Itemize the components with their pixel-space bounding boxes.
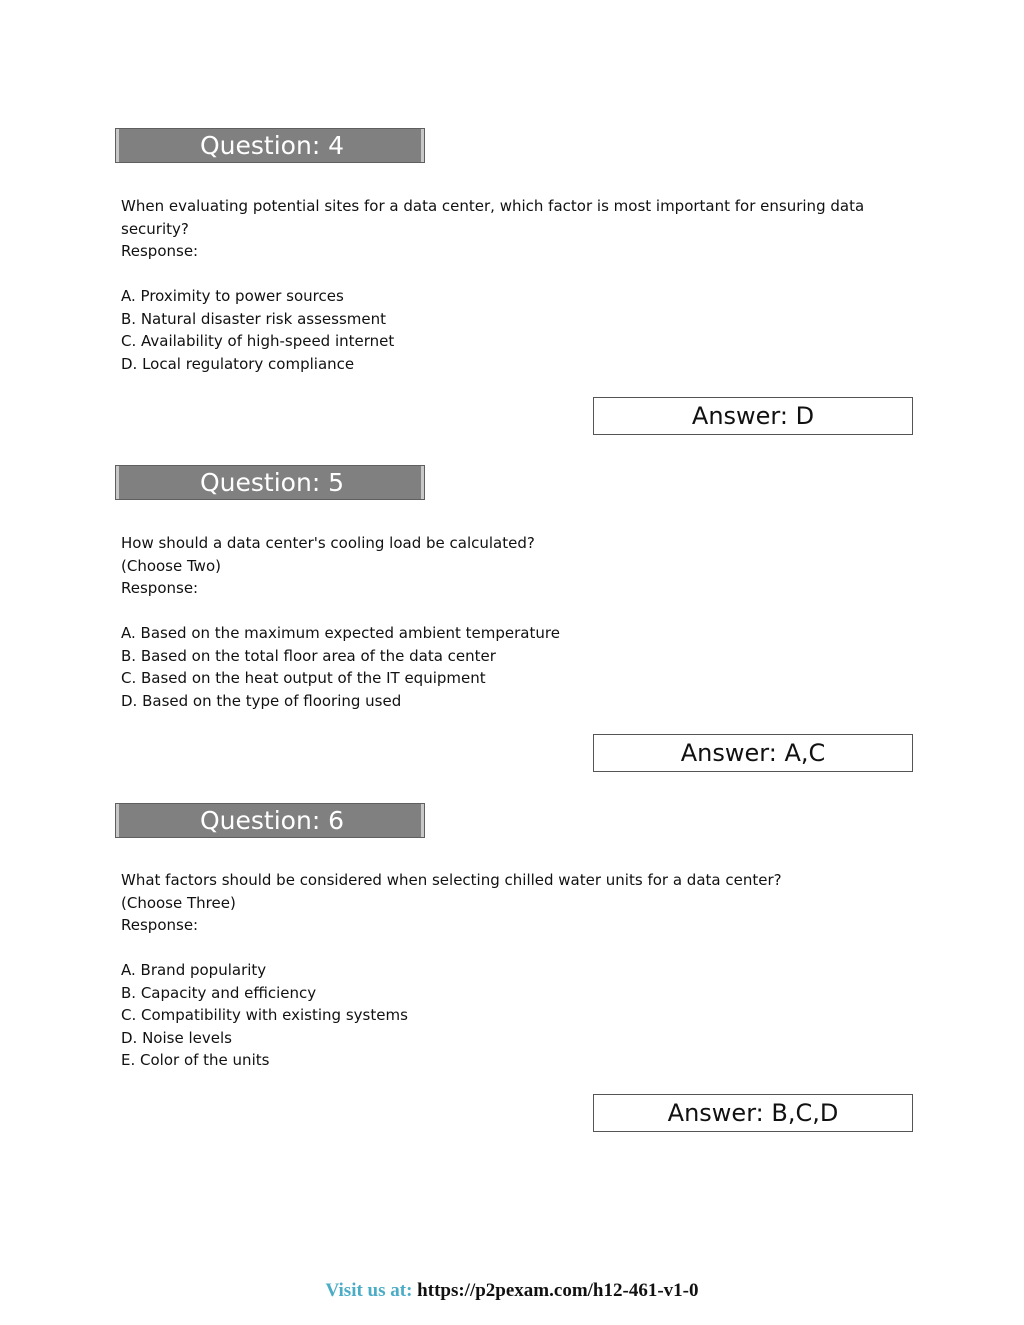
question-header	[115, 803, 425, 838]
question-response-label: Response:	[121, 579, 199, 597]
question-header	[115, 128, 425, 163]
options-list	[121, 622, 881, 712]
option-a: A. Brand popularity	[121, 961, 267, 979]
option-c: C. Availability of high-speed internet	[121, 332, 395, 350]
question-header	[115, 465, 425, 500]
question-text-line: (Choose Three)	[121, 893, 236, 912]
question-body	[121, 195, 881, 375]
options-list	[121, 285, 881, 375]
question-body	[121, 869, 881, 1072]
answer-box: Answer: B,C,D	[593, 1094, 913, 1132]
question-text-line: When evaluating potential sites for a data center, which factor is most important for ensuring data	[121, 197, 865, 215]
question-text-line: How should a data center's cooling load be calculated?	[121, 534, 535, 552]
question-response-label: Response:	[121, 916, 199, 934]
footer-url-link[interactable]: https://p2pexam.com/h12-461-v1-0	[417, 1280, 699, 1301]
option-b: B. Natural disaster risk assessment	[121, 309, 386, 328]
page-footer	[0, 1280, 1024, 1302]
question-text-line: security?	[121, 219, 189, 238]
option-e: E. Color of the units	[121, 1051, 270, 1069]
option-a: A. Based on the maximum expected ambient temperature	[121, 624, 560, 642]
options-list	[121, 959, 881, 1072]
question-title: Question: 5	[200, 468, 345, 497]
option-b: B. Based on the total floor area of the data center	[121, 646, 496, 665]
option-c: C. Compatibility with existing systems	[121, 1006, 408, 1024]
answer-box: Answer: A,C	[593, 734, 913, 772]
option-d: D. Based on the type of flooring used	[121, 691, 402, 710]
question-text-line: (Choose Two)	[121, 556, 221, 575]
option-c: C. Based on the heat output of the IT equipment	[121, 669, 486, 687]
question-response-label: Response:	[121, 242, 199, 260]
answer-box: Answer: D	[593, 397, 913, 435]
option-a: A. Proximity to power sources	[121, 287, 344, 305]
question-title: Question: 4	[200, 131, 345, 160]
footer-visit-label: Visit us at:	[325, 1280, 413, 1301]
option-d: D. Local regulatory compliance	[121, 354, 355, 373]
option-d: D. Noise levels	[121, 1028, 232, 1047]
question-body	[121, 532, 881, 712]
question-text-line: What factors should be considered when selecting chilled water units for a data center?	[121, 871, 782, 889]
option-b: B. Capacity and efficiency	[121, 983, 317, 1002]
question-title: Question: 6	[200, 806, 345, 835]
